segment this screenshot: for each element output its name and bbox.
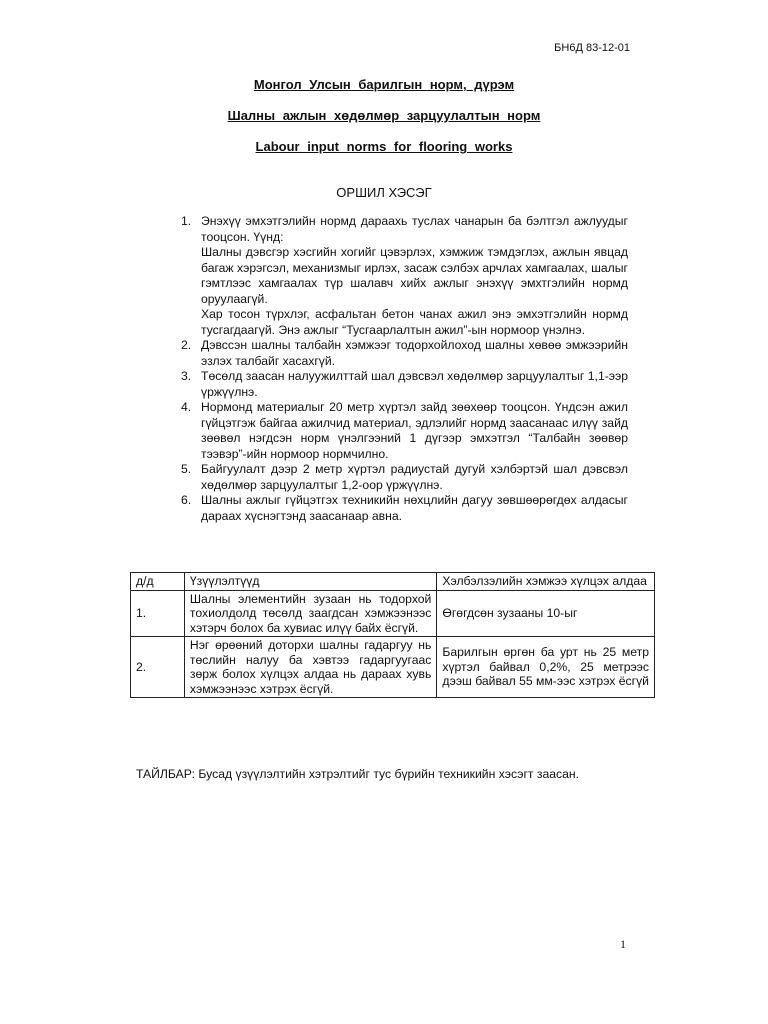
footnote: ТАЙЛБАР: Бусад үзүүлэлтийн хэтрэлтийг тус бүрийн техникийн хэсэгт заасан. xyxy=(136,767,580,781)
intro-item xyxy=(176,338,628,369)
intro-item-text: Хар тосон түрхлэг, асфальтан бетон чанах ажил энэ эмхэтгэлийн нормд тусгагдаагүй. Энэ ажлыг “Тусгаарлалтын ажил”-ын нормоор үнэлнэ. xyxy=(201,307,628,337)
row-number: 1. xyxy=(131,590,185,637)
intro-item xyxy=(176,369,628,400)
document-code: БН6Д 83-12-01 xyxy=(554,42,630,54)
intro-item-number: 1. xyxy=(181,214,192,228)
section-heading: ОРШИЛ ХЭСЭГ xyxy=(336,185,432,200)
row-tolerance: Өгөгдсөн зузааны 10-ыг xyxy=(437,590,655,637)
column-header-number: д/д xyxy=(131,573,185,591)
intro-item xyxy=(176,400,628,462)
page-number: 1 xyxy=(620,937,626,951)
intro-item-text: Шалны дэвсгэр хэсгийн хогийг цэвэрлэх, хэмжиж тэмдэглэх, ажлын явцад багаж хэрэгсэл, механизмыг ирлэх, засаж сэлбэх арчлах хамгаалах, шалыг гэмтлээс хамгаалах түр шалавч хийх ажлыг энэхүү эмхтгэлийн нормд оруулаагүй. xyxy=(201,245,628,306)
document-subtitle-en: Labour input norms for flooring works xyxy=(255,139,513,154)
column-header-indicators: Үзүүлэлтүүд xyxy=(184,573,436,591)
row-number: 2. xyxy=(131,637,185,698)
row-indicator: Шалны элементийн зузаан нь тодорхой тохиолдолд төсөлд заагдсан хэмжээнээс хэтэрч болох ба хувиас илүү байх ёсгүй. xyxy=(184,590,436,637)
intro-item-text: Энэхүү эмхэтгэлийн нормд дараахь туслах чанарын ба бэлтгэл ажлуудыг тооцсон. Үүнд: xyxy=(201,214,628,244)
intro-item-number: 3. xyxy=(181,369,192,383)
document-title: Монгол Улсын барилгын норм, дүрэм xyxy=(253,77,515,92)
intro-item-text: Төсөлд заасан налуужилттай шал дэвсвэл хөдөлмөр зарцуулалтыг 1,1-ээр үржүүлнэ. xyxy=(201,369,628,399)
intro-item-number: 2. xyxy=(181,338,192,352)
table-row xyxy=(131,590,655,637)
tolerance-table xyxy=(130,572,655,698)
row-tolerance: Барилгын өргөн ба урт нь 25 метр хүртэл байвал 0,2%, 25 метрээс дээш байвал 55 мм-ээс хэтрэх ёсгүй xyxy=(437,637,655,698)
document-subtitle-mn: Шалны ажлын хөдөлмөр зарцуулалтын норм xyxy=(227,108,541,123)
intro-item-number: 6. xyxy=(181,493,192,507)
intro-list xyxy=(176,214,628,524)
row-indicator: Нэг өрөөний доторхи шалны гадаргуу нь төслийн налуу ба хэвтээ гадаргуугаас зөрж болох хүлцэх алдаа нь дараах хувь хэмжээнээс хэтрэх ёсгүй. xyxy=(184,637,436,698)
intro-item-text: Байгуулалт дээр 2 метр хүртэл радиустай дугуй хэлбэртэй шал дэвсвэл хөдөлмөр зарцуулалтыг 1,2-оор үржүүлнэ. xyxy=(201,462,628,492)
intro-item-number: 5. xyxy=(181,462,192,476)
intro-item xyxy=(176,462,628,493)
intro-item-text: Дэвссэн шалны талбайн хэмжээг тодорхойлоход шалны хөвөө эмжээрийн эзлэх талбайг хасахгүй. xyxy=(201,338,628,368)
intro-item xyxy=(176,493,628,524)
intro-item xyxy=(176,214,628,338)
intro-item-number: 4. xyxy=(181,400,192,414)
table-header-row xyxy=(131,573,655,591)
column-header-tolerance: Хэлбэлзэлийн хэмжээ хүлцэх алдаа xyxy=(437,573,655,591)
intro-item-text: Шалны ажлыг гүйцэтгэх техникийн нөхцлийн дагуу зөвшөөрөгдөх алдасыг дараах хүснэгтэнд заасанаар авна. xyxy=(201,493,628,523)
table-row xyxy=(131,637,655,698)
intro-item-text: Нормонд материалыг 20 метр хүртэл зайд зөөхөөр тооцсон. Үндсэн ажил гүйцэтгэж байгаа ажилчид материал, эдлэлийг нормд заасанаас илүү зайд зөөвөл нэгдсэн норм үнэлгээний 1 дүгээр эмхэтгэл “Талбайн зөөвөр тээвэр”-ийн нормоор нормчилно. xyxy=(201,400,628,461)
